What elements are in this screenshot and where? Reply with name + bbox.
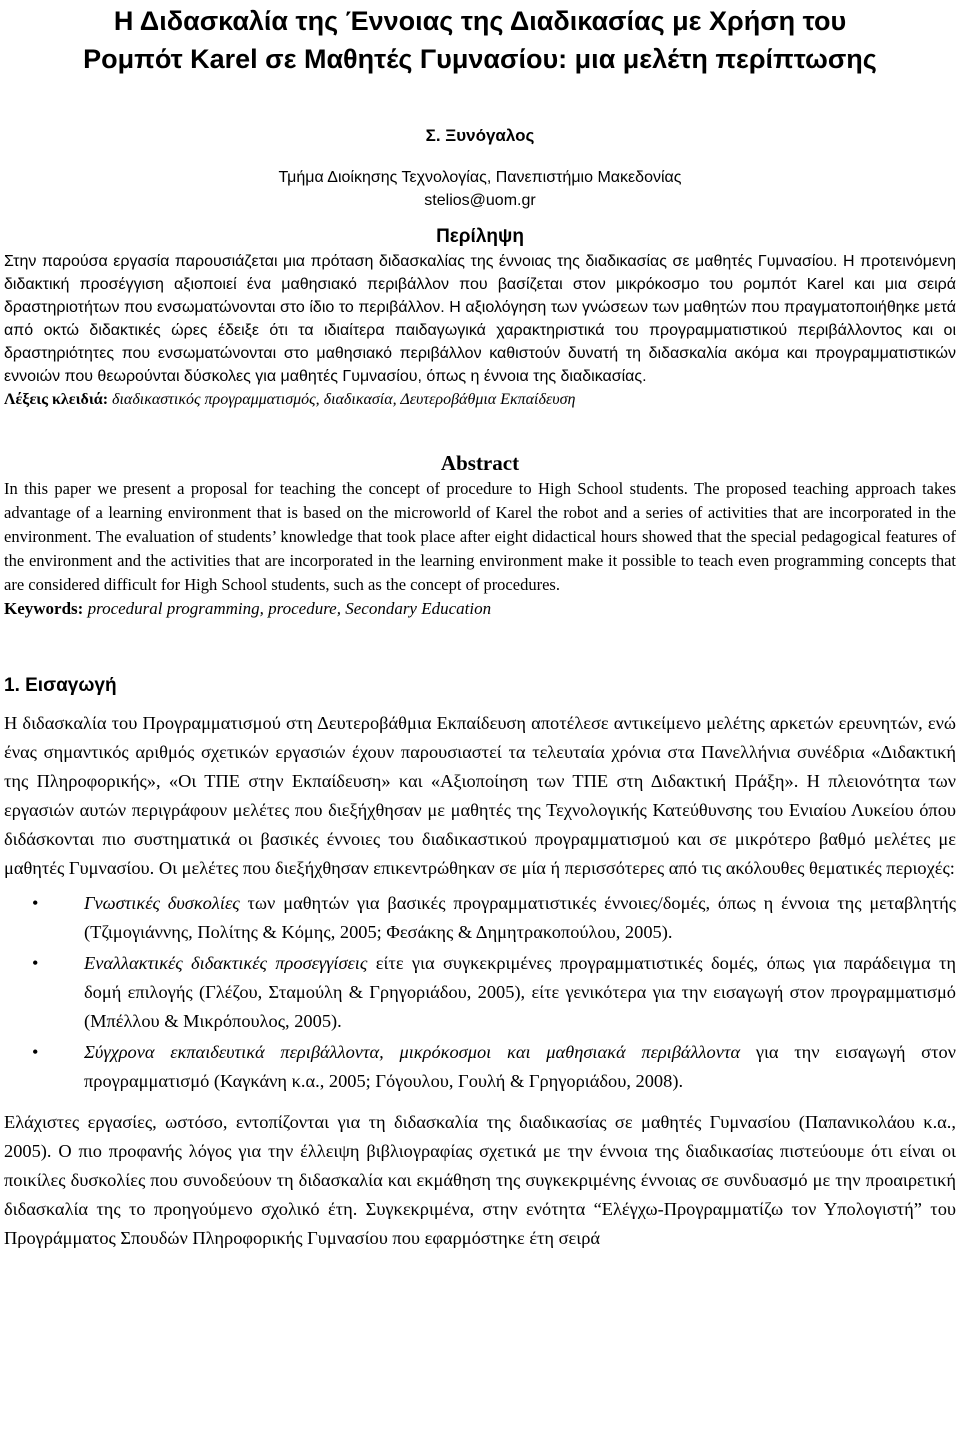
section-1-paragraph-2: Ελάχιστες εργασίες, ωστόσο, εντοπίζονται για τη διδασκαλία της διαδικασίας σε μαθητές Γυμνασίου (Παπανικολάου κ.α., 2005). Ο πιο προφανής λόγος για την έλλειψη βιβλιογραφίας σχετικά με την έννοια της διαδικασίας πιστεύουμε ότι είναι οι ποικίλες δυσκολίες που συνοδεύουν τη διδασκαλία και εκμάθηση της συγκεκριμένης έννοιας σε συνδυασμό με την προαιρετική διδασκαλία της το προηγούμενο σχολικό έτη. Συγκεκριμένα, στην ενότητα “Ελέγχω-Προγραμματίζω τον Υπολογιστή” του Προγράμματος Σπουδών Πληροφορικής Γυμνασίου που εφαρμόστηκε έτη σειρά [4, 1112, 956, 1248]
section-1-heading: 1. Εισαγωγή [4, 675, 117, 696]
section-1-paragraph-1: Η διδασκαλία του Προγραμματισμού στη Δευτεροβάθμια Εκπαίδευση αποτέλεσε αντικείμενο μελέτης αρκετών ερευνητών, ενώ ένας σημαντικός αριθμός σχετικών εργασιών έχουν παρουσιαστεί τα τελευταία χρόνια στα Πανελλήνια συνέδρια «Διδακτική της Πληροφορικής», «Οι ΤΠΕ στην Εκπαίδευση» και «Αξιοποίηση των ΤΠΕ στη Διδακτική Πράξη». Η πλειονότητα των εργασιών αυτών περιγράφουν μελέτες που διεξήχθησαν με μαθητές της Τεχνολογικής Κατεύθυνσης του Ενιαίου Λυκείου όπου διδάσκονται πιο συστηματικά οι βασικές έννοιες του διαδικαστικού προγραμματισμού και σε μικρότερο βαθμό μελέτες με μαθητές Γυμνασίου. Οι μελέτες που διεξήχθησαν επικεντρώθηκαν σε μία ή περισσότερες από τις ακόλουθες θεματικές περιοχές: [4, 713, 956, 878]
list-item-emphasis: Γνωστικές δυσκολίες [84, 893, 240, 913]
keywords-gr-label: Λέξεις κλειδιά: [4, 391, 109, 408]
list-item-text: για την εισαγωγή στον προγραμματισμό (Καγκάνη κ.α., 2005; Γόγουλου, Γουλή & Γρηγοριάδου, 2008). [84, 1042, 956, 1091]
list-item [32, 949, 957, 1036]
bullet-icon: • [32, 893, 39, 913]
title-line-1: Η Διδασκαλία της Έννοιας της Διαδικασίας με Χρήση του [113, 6, 847, 36]
list-item-emphasis: Εναλλακτικές διδακτικές προσεγγίσεις [84, 953, 368, 973]
list-item-text: των μαθητών για βασικές προγραμματιστικές έννοιες/δομές, όπως η έννοια της μεταβλητής (Τζιμογιάννης, Πολίτης & Κόμης, 2005; Φεσάκης & Δημητρακοπούλου, 2005). [84, 893, 956, 942]
keywords-gr-values: διαδικαστικός προγραμματισμός, διαδικασία, Δευτεροβάθμια Εκπαίδευση [112, 391, 576, 408]
abstract-en-heading: Abstract [440, 451, 520, 475]
keywords-en-label: Keywords: [4, 599, 84, 618]
keywords-en [4, 597, 956, 621]
bullet-icon: • [32, 1042, 39, 1062]
keywords-en-values: procedural programming, procedure, Secondary Education [87, 599, 492, 618]
author-name: Σ. Ξυνόγαλος [425, 126, 535, 145]
list-item-text: είτε για συγκεκριμένες προγραμματιστικές δομές, όπως για παράδειγμα τη δομή επιλογής (Γλέζου, Σταμούλη & Γρηγοριάδου, 2005), είτε γενικότερα για την εισαγωγή στον προγραμματισμό (Μπέλλου & Μικρόπουλος, 2005). [84, 953, 957, 1031]
keywords-gr [4, 388, 956, 411]
list-item [32, 889, 956, 947]
topics-list [4, 889, 956, 1096]
author-email: stelios@uom.gr [424, 192, 536, 209]
bullet-icon: • [32, 953, 39, 973]
abstract-gr-heading: Περίληψη [436, 226, 524, 247]
list-item-emphasis: Σύγχρονα εκπαιδευτικά περιβάλλοντα, μικρόκοσμοι και μαθησιακά περιβάλλοντα [84, 1042, 741, 1062]
affiliation-block [4, 166, 956, 212]
list-item [32, 1038, 956, 1096]
paper-title [4, 0, 956, 78]
title-line-2: Ρομπότ Karel σε Μαθητές Γυμνασίου: μια μελέτη περίπτωσης [83, 44, 877, 74]
abstract-en-text: In this paper we present a proposal for teaching the concept of procedure to High School students. The proposed teaching approach takes advantage of a learning environment that is based on the microworld of Karel the robot and a series of activities that are incorporated in the environment. The evaluation of students’ knowledge that took place after eight didactical hours showed that the special pedagogical features of the environment and the activities that are incorporated in the learning environment make it possible to teach even programming concepts that are considered difficult for High School students, such as the concept of procedures. [4, 479, 956, 594]
abstract-gr-text: Στην παρούσα εργασία παρουσιάζεται μια πρόταση διδασκαλίας της έννοιας της διαδικασίας σε μαθητές Γυμνασίου. Η προτεινόμενη διδακτική προσέγγιση αξιοποιεί ένα μαθησιακό περιβάλλον που βασίζεται στον μικρόκοσμο του ρομπότ Karel και μια σειρά δραστηριοτήτων που ενσωματώνονται στο ίδιο το περιβάλλον. Η αξιολόγηση των γνώσεων των μαθητών που πραγματοποιήθηκε μετά από οκτώ διδακτικές ώρες έδειξε ότι τα ιδιαίτερα παιδαγωγικά χαρακτηριστικά του προγραμματιστικού περιβάλλοντος και οι δραστηριότητες που ενσωματώνονται στο μαθησιακό περιβάλλον καθιστούν δυνατή τη διδασκαλία ακόμα και προγραμματιστικών εννοιών που θεωρούνται δύσκολες για μαθητές Γυμνασίου, όπως η έννοια της διαδικασίας. [4, 253, 956, 385]
affiliation: Τμήμα Διοίκησης Τεχνολογίας, Πανεπιστήμιο Μακεδονίας [278, 169, 682, 186]
